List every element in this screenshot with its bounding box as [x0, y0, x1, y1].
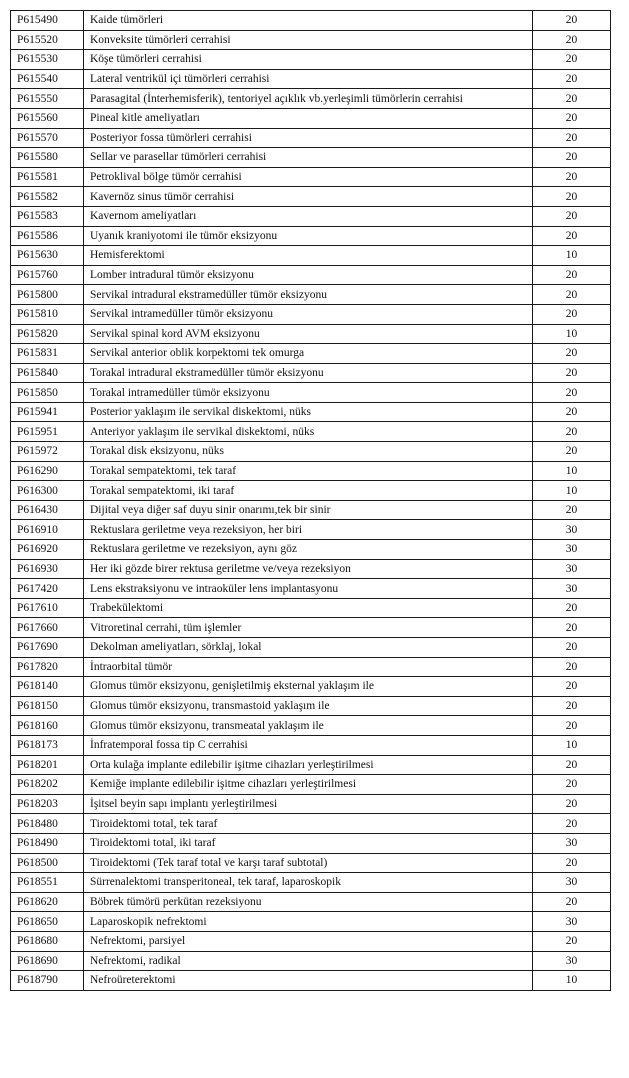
table-row — [11, 500, 611, 520]
procedure-description-cell: Glomus tümör eksizyonu, transmastoid yaklaşım ile — [84, 696, 533, 716]
procedure-points-cell: 20 — [533, 383, 611, 403]
table-row — [11, 324, 611, 344]
procedure-points-cell: 20 — [533, 618, 611, 638]
procedure-description-cell: Servikal spinal kord AVM eksizyonu — [84, 324, 533, 344]
procedure-points-cell: 20 — [533, 677, 611, 697]
procedure-code-cell: P618680 — [11, 931, 84, 951]
procedure-description-cell: Rektuslara geriletme veya rezeksiyon, her biri — [84, 520, 533, 540]
procedure-code-cell: P618173 — [11, 735, 84, 755]
procedure-description-cell: Anteriyor yaklaşım ile servikal diskektomi, nüks — [84, 422, 533, 442]
table-row — [11, 598, 611, 618]
procedure-code-cell: P617660 — [11, 618, 84, 638]
procedure-points-cell: 20 — [533, 167, 611, 187]
procedure-code-cell: P615760 — [11, 265, 84, 285]
table-row — [11, 971, 611, 991]
table-row — [11, 716, 611, 736]
table-row — [11, 402, 611, 422]
table-row — [11, 775, 611, 795]
procedure-code-cell: P616300 — [11, 481, 84, 501]
procedure-description-cell: Nefrektomi, radikal — [84, 951, 533, 971]
table-row — [11, 128, 611, 148]
procedure-code-cell: P615550 — [11, 89, 84, 109]
procedure-code-cell: P618203 — [11, 794, 84, 814]
procedure-points-cell: 20 — [533, 442, 611, 462]
procedure-description-cell: Servikal anterior oblik korpektomi tek omurga — [84, 344, 533, 364]
table-row — [11, 89, 611, 109]
procedure-code-cell: P618150 — [11, 696, 84, 716]
table-row — [11, 912, 611, 932]
procedure-description-cell: İnfratemporal fossa tip C cerrahisi — [84, 735, 533, 755]
procedure-code-cell: P615951 — [11, 422, 84, 442]
procedure-points-cell: 20 — [533, 11, 611, 31]
procedure-points-cell: 20 — [533, 794, 611, 814]
procedure-code-cell: P618690 — [11, 951, 84, 971]
procedure-code-cell: P615583 — [11, 206, 84, 226]
procedure-code-cell: P615570 — [11, 128, 84, 148]
procedure-description-cell: Böbrek tümörü perkütan rezeksiyonu — [84, 892, 533, 912]
document-page — [10, 10, 610, 991]
procedure-description-cell: Trabekülektomi — [84, 598, 533, 618]
procedure-code-cell: P617690 — [11, 638, 84, 658]
procedure-description-cell: Dijital veya diğer saf duyu sinir onarımı,tek bir sinir — [84, 500, 533, 520]
procedure-description-cell: Torakal intradural ekstramedüller tümör eksizyonu — [84, 363, 533, 383]
table-row — [11, 735, 611, 755]
procedure-code-cell: P618201 — [11, 755, 84, 775]
procedure-description-cell: Servikal intradural ekstramedüller tümör eksizyonu — [84, 285, 533, 305]
procedure-points-cell: 20 — [533, 285, 611, 305]
procedure-points-cell: 20 — [533, 226, 611, 246]
procedure-points-cell: 20 — [533, 853, 611, 873]
procedure-description-cell: Torakal sempatektomi, tek taraf — [84, 461, 533, 481]
procedure-points-cell: 20 — [533, 187, 611, 207]
procedure-code-cell: P618480 — [11, 814, 84, 834]
table-row — [11, 442, 611, 462]
procedure-code-cell: P618650 — [11, 912, 84, 932]
procedure-points-cell: 30 — [533, 873, 611, 893]
procedure-points-cell: 20 — [533, 696, 611, 716]
table-row — [11, 285, 611, 305]
procedure-points-cell: 20 — [533, 814, 611, 834]
procedure-description-cell: Nefroüreterektomi — [84, 971, 533, 991]
procedure-code-cell: P615580 — [11, 148, 84, 168]
procedure-code-cell: P618160 — [11, 716, 84, 736]
procedure-points-cell: 20 — [533, 304, 611, 324]
table-row — [11, 304, 611, 324]
procedure-points-cell: 20 — [533, 657, 611, 677]
table-row — [11, 30, 611, 50]
procedure-description-cell: Laparoskopik nefrektomi — [84, 912, 533, 932]
procedure-points-cell: 30 — [533, 579, 611, 599]
procedure-code-cell: P615530 — [11, 50, 84, 70]
procedure-points-cell: 20 — [533, 265, 611, 285]
procedure-code-cell: P615941 — [11, 402, 84, 422]
procedure-description-cell: İntraorbital tümör — [84, 657, 533, 677]
procedure-description-cell: Her iki gözde birer rektusa geriletme ve/veya rezeksiyon — [84, 559, 533, 579]
table-row — [11, 755, 611, 775]
table-row — [11, 794, 611, 814]
table-row — [11, 226, 611, 246]
table-row — [11, 873, 611, 893]
procedure-code-cell: P615490 — [11, 11, 84, 31]
procedure-code-cell: P615586 — [11, 226, 84, 246]
procedure-points-cell: 10 — [533, 971, 611, 991]
procedure-code-cell: P618202 — [11, 775, 84, 795]
procedure-description-cell: Lens ekstraksiyonu ve intraoküler lens implantasyonu — [84, 579, 533, 599]
procedure-points-cell: 20 — [533, 206, 611, 226]
procedure-points-cell: 20 — [533, 128, 611, 148]
procedure-description-cell: Sellar ve parasellar tümörleri cerrahisi — [84, 148, 533, 168]
table-row — [11, 69, 611, 89]
procedure-description-cell: Orta kulağa implante edilebilir işitme cihazları yerleştirilmesi — [84, 755, 533, 775]
procedure-description-cell: Glomus tümör eksizyonu, genişletilmiş eksternal yaklaşım ile — [84, 677, 533, 697]
procedure-points-cell: 10 — [533, 735, 611, 755]
table-row — [11, 638, 611, 658]
table-row — [11, 481, 611, 501]
procedure-code-cell: P615630 — [11, 246, 84, 266]
procedure-points-cell: 20 — [533, 931, 611, 951]
procedure-code-cell: P618490 — [11, 833, 84, 853]
table-row — [11, 148, 611, 168]
procedure-points-cell: 20 — [533, 422, 611, 442]
table-row — [11, 363, 611, 383]
procedure-description-cell: Sürrenalektomi transperitoneal, tek taraf, laparoskopik — [84, 873, 533, 893]
procedure-code-cell: P617420 — [11, 579, 84, 599]
procedure-points-cell: 20 — [533, 363, 611, 383]
procedure-points-cell: 20 — [533, 402, 611, 422]
procedure-points-cell: 20 — [533, 148, 611, 168]
procedure-code-cell: P615850 — [11, 383, 84, 403]
table-row — [11, 540, 611, 560]
procedure-code-cell: P616290 — [11, 461, 84, 481]
procedure-description-cell: Hemisferektomi — [84, 246, 533, 266]
procedure-description-cell: Lomber intradural tümör eksizyonu — [84, 265, 533, 285]
table-row — [11, 853, 611, 873]
table-row — [11, 951, 611, 971]
procedure-code-cell: P618790 — [11, 971, 84, 991]
procedure-points-cell: 20 — [533, 500, 611, 520]
table-row — [11, 167, 611, 187]
procedure-points-cell: 20 — [533, 108, 611, 128]
procedure-code-cell: P615840 — [11, 363, 84, 383]
table-row — [11, 383, 611, 403]
table-row — [11, 677, 611, 697]
procedure-description-cell: Tiroidektomi (Tek taraf total ve karşı taraf subtotal) — [84, 853, 533, 873]
table-row — [11, 657, 611, 677]
procedure-code-cell: P618140 — [11, 677, 84, 697]
procedure-description-cell: Petroklival bölge tümör cerrahisi — [84, 167, 533, 187]
table-row — [11, 265, 611, 285]
procedure-code-cell: P616910 — [11, 520, 84, 540]
procedure-points-cell: 30 — [533, 559, 611, 579]
procedure-code-cell: P617610 — [11, 598, 84, 618]
procedure-points-cell: 20 — [533, 716, 611, 736]
procedure-description-cell: Tiroidektomi total, iki taraf — [84, 833, 533, 853]
procedure-description-cell: Torakal disk eksizyonu, nüks — [84, 442, 533, 462]
procedure-description-cell: Kavernom ameliyatları — [84, 206, 533, 226]
procedure-points-cell: 20 — [533, 69, 611, 89]
table-row — [11, 461, 611, 481]
procedure-code-cell: P615582 — [11, 187, 84, 207]
procedure-points-cell: 20 — [533, 775, 611, 795]
procedure-points-cell: 20 — [533, 755, 611, 775]
procedure-description-cell: Posterior yaklaşım ile servikal diskektomi, nüks — [84, 402, 533, 422]
procedure-points-cell: 20 — [533, 30, 611, 50]
procedure-code-cell: P615581 — [11, 167, 84, 187]
procedure-code-cell: P618620 — [11, 892, 84, 912]
procedure-points-cell: 20 — [533, 89, 611, 109]
procedure-points-cell: 10 — [533, 461, 611, 481]
procedure-description-cell: Tiroidektomi total, tek taraf — [84, 814, 533, 834]
procedure-description-cell: Pineal kitle ameliyatları — [84, 108, 533, 128]
table-row — [11, 520, 611, 540]
procedure-description-cell: Kaide tümörleri — [84, 11, 533, 31]
procedure-description-cell: Parasagital (İnterhemisferik), tentoriyel açıklık vb.yerleşimli tümörlerin cerrahisi — [84, 89, 533, 109]
procedure-description-cell: Uyanık kraniyotomi ile tümör eksizyonu — [84, 226, 533, 246]
procedure-points-cell: 20 — [533, 50, 611, 70]
table-row — [11, 931, 611, 951]
table-row — [11, 206, 611, 226]
procedure-code-cell: P616430 — [11, 500, 84, 520]
table-row — [11, 344, 611, 364]
procedure-description-cell: İşitsel beyin sapı implantı yerleştirilmesi — [84, 794, 533, 814]
procedure-points-cell: 30 — [533, 520, 611, 540]
procedure-code-cell: P618500 — [11, 853, 84, 873]
procedure-code-cell: P615800 — [11, 285, 84, 305]
table-row — [11, 11, 611, 31]
procedure-points-cell: 20 — [533, 344, 611, 364]
procedure-points-cell: 20 — [533, 598, 611, 618]
table-row — [11, 892, 611, 912]
table-row — [11, 50, 611, 70]
procedure-code-cell: P615972 — [11, 442, 84, 462]
procedure-code-cell: P617820 — [11, 657, 84, 677]
table-row — [11, 559, 611, 579]
table-row — [11, 108, 611, 128]
table-row — [11, 187, 611, 207]
procedure-points-cell: 20 — [533, 892, 611, 912]
table-row — [11, 696, 611, 716]
procedure-description-cell: Kavernöz sinus tümör cerrahisi — [84, 187, 533, 207]
procedure-description-cell: Dekolman ameliyatları, sörklaj, lokal — [84, 638, 533, 658]
procedure-points-cell: 10 — [533, 246, 611, 266]
procedure-description-cell: Kemiğe implante edilebilir işitme cihazları yerleştirilmesi — [84, 775, 533, 795]
procedure-description-cell: Rektuslara geriletme ve rezeksiyon, aynı göz — [84, 540, 533, 560]
procedure-description-cell: Vitroretinal cerrahi, tüm işlemler — [84, 618, 533, 638]
procedure-description-cell: Lateral ventrikül içi tümörleri cerrahisi — [84, 69, 533, 89]
procedure-points-cell: 30 — [533, 912, 611, 932]
table-row — [11, 618, 611, 638]
procedure-code-cell: P615820 — [11, 324, 84, 344]
table-row — [11, 579, 611, 599]
procedure-description-cell: Köşe tümörleri cerrahisi — [84, 50, 533, 70]
procedure-code-cell: P615810 — [11, 304, 84, 324]
procedure-points-cell: 10 — [533, 481, 611, 501]
procedure-code-cell: P615831 — [11, 344, 84, 364]
procedure-points-cell: 30 — [533, 833, 611, 853]
procedure-description-cell: Posteriyor fossa tümörleri cerrahisi — [84, 128, 533, 148]
procedure-points-cell: 10 — [533, 324, 611, 344]
procedure-code-table — [10, 10, 611, 991]
procedure-table-body — [11, 11, 611, 991]
procedure-description-cell: Konveksite tümörleri cerrahisi — [84, 30, 533, 50]
table-row — [11, 833, 611, 853]
procedure-description-cell: Nefrektomi, parsiyel — [84, 931, 533, 951]
procedure-points-cell: 20 — [533, 638, 611, 658]
procedure-code-cell: P615560 — [11, 108, 84, 128]
procedure-code-cell: P615540 — [11, 69, 84, 89]
procedure-code-cell: P618551 — [11, 873, 84, 893]
table-row — [11, 246, 611, 266]
procedure-points-cell: 30 — [533, 540, 611, 560]
procedure-code-cell: P616930 — [11, 559, 84, 579]
procedure-description-cell: Glomus tümör eksizyonu, transmeatal yaklaşım ile — [84, 716, 533, 736]
procedure-code-cell: P616920 — [11, 540, 84, 560]
procedure-description-cell: Torakal sempatektomi, iki taraf — [84, 481, 533, 501]
procedure-points-cell: 30 — [533, 951, 611, 971]
procedure-description-cell: Torakal intramedüller tümör eksizyonu — [84, 383, 533, 403]
table-row — [11, 422, 611, 442]
table-row — [11, 814, 611, 834]
procedure-description-cell: Servikal intramedüller tümör eksizyonu — [84, 304, 533, 324]
procedure-code-cell: P615520 — [11, 30, 84, 50]
